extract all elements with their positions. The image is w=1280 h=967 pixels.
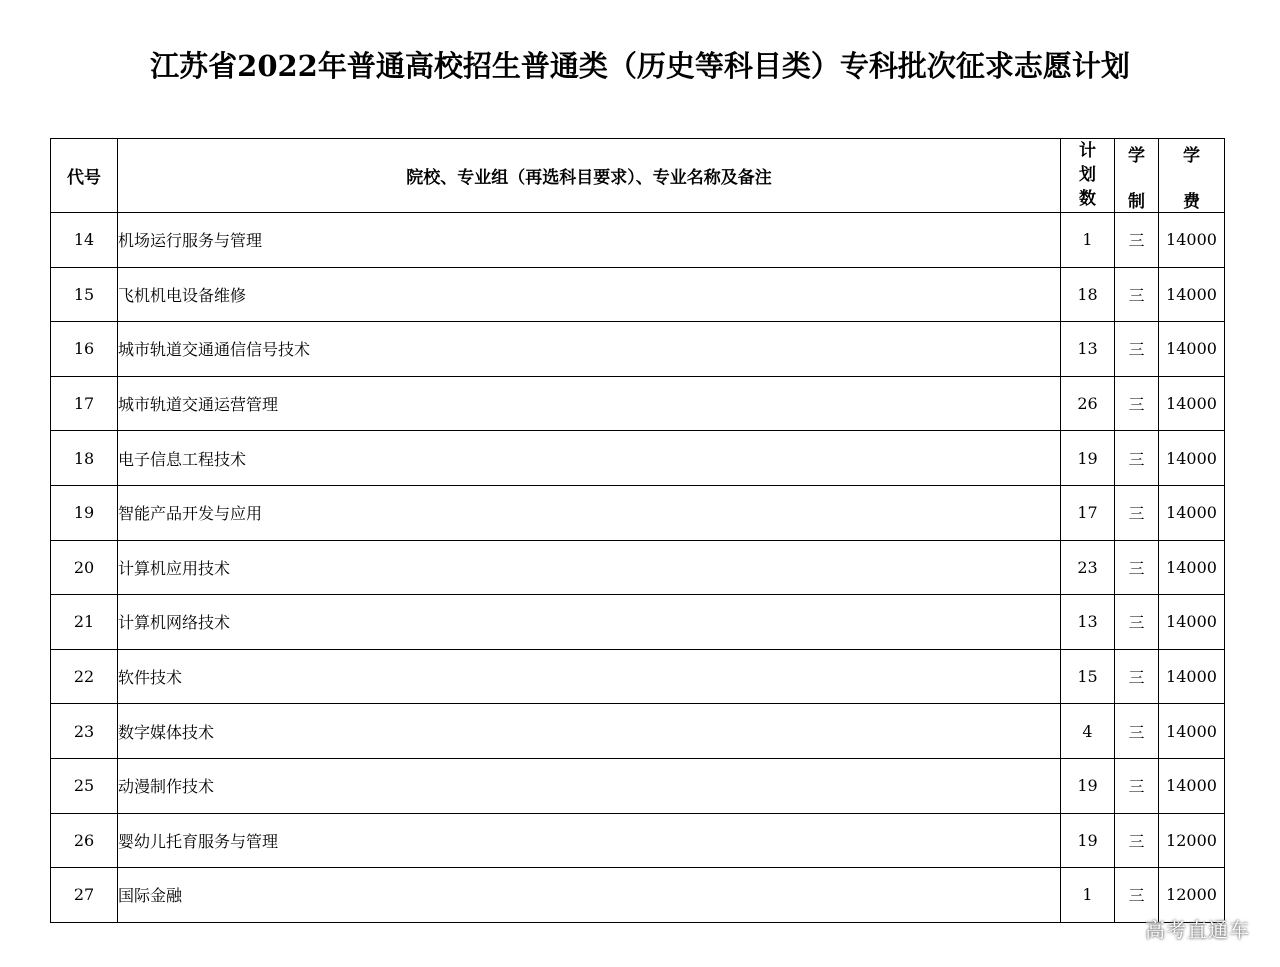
row-duration: 三 xyxy=(1115,595,1159,650)
row-code: 20 xyxy=(51,540,118,595)
row-plan-count: 15 xyxy=(1061,649,1115,704)
row-plan-count: 13 xyxy=(1061,595,1115,650)
row-fee: 14000 xyxy=(1159,213,1225,268)
table-row xyxy=(51,322,1225,377)
row-code: 18 xyxy=(51,431,118,486)
table-row xyxy=(51,595,1225,650)
row-plan-count: 1 xyxy=(1061,868,1115,923)
header-duration-char: 制 xyxy=(1128,192,1145,212)
row-code: 23 xyxy=(51,704,118,759)
row-fee: 14000 xyxy=(1159,758,1225,813)
header-fee xyxy=(1159,139,1225,213)
row-duration: 三 xyxy=(1115,322,1159,377)
header-fee-char: 学 xyxy=(1183,146,1200,166)
row-duration: 三 xyxy=(1115,868,1159,923)
row-fee: 14000 xyxy=(1159,540,1225,595)
row-plan-count: 18 xyxy=(1061,267,1115,322)
row-code: 21 xyxy=(51,595,118,650)
row-duration: 三 xyxy=(1115,758,1159,813)
row-fee: 14000 xyxy=(1159,376,1225,431)
row-code: 25 xyxy=(51,758,118,813)
row-code: 27 xyxy=(51,868,118,923)
row-major-name: 电子信息工程技术 xyxy=(118,431,1061,486)
row-major-name: 数字媒体技术 xyxy=(118,704,1061,759)
row-major-name: 城市轨道交通通信信号技术 xyxy=(118,322,1061,377)
table-row xyxy=(51,758,1225,813)
row-duration: 三 xyxy=(1115,376,1159,431)
row-fee: 14000 xyxy=(1159,322,1225,377)
row-major-name: 城市轨道交通运营管理 xyxy=(118,376,1061,431)
row-plan-count: 13 xyxy=(1061,322,1115,377)
table-row xyxy=(51,704,1225,759)
plan-table xyxy=(50,138,1225,923)
row-duration: 三 xyxy=(1115,813,1159,868)
row-plan-count: 1 xyxy=(1061,213,1115,268)
row-fee: 14000 xyxy=(1159,431,1225,486)
table-row xyxy=(51,868,1225,923)
header-duration xyxy=(1115,139,1159,213)
header-fee-char: 费 xyxy=(1183,192,1200,212)
row-major-name: 软件技术 xyxy=(118,649,1061,704)
document-title: 江苏省2022年普通高校招生普通类（历史等科目类）专科批次征求志愿计划 xyxy=(150,49,1130,83)
row-plan-count: 19 xyxy=(1061,431,1115,486)
row-fee: 12000 xyxy=(1159,813,1225,868)
row-code: 16 xyxy=(51,322,118,377)
row-plan-count: 17 xyxy=(1061,485,1115,540)
row-plan-count: 4 xyxy=(1061,704,1115,759)
header-plan-char: 数 xyxy=(1079,189,1096,209)
table-row xyxy=(51,813,1225,868)
table-row xyxy=(51,649,1225,704)
row-major-name: 计算机应用技术 xyxy=(118,540,1061,595)
header-duration-char: 学 xyxy=(1128,146,1145,166)
row-plan-count: 23 xyxy=(1061,540,1115,595)
row-code: 22 xyxy=(51,649,118,704)
row-fee: 14000 xyxy=(1159,485,1225,540)
row-major-name: 婴幼儿托育服务与管理 xyxy=(118,813,1061,868)
row-fee: 14000 xyxy=(1159,595,1225,650)
row-major-name: 动漫制作技术 xyxy=(118,758,1061,813)
row-code: 19 xyxy=(51,485,118,540)
row-duration: 三 xyxy=(1115,649,1159,704)
header-description: 院校、专业组（再选科目要求）、专业名称及备注 xyxy=(118,139,1061,213)
table-row xyxy=(51,431,1225,486)
row-fee: 12000 xyxy=(1159,868,1225,923)
row-plan-count: 19 xyxy=(1061,758,1115,813)
row-duration: 三 xyxy=(1115,267,1159,322)
table-row xyxy=(51,267,1225,322)
row-major-name: 智能产品开发与应用 xyxy=(118,485,1061,540)
row-major-name: 计算机网络技术 xyxy=(118,595,1061,650)
row-duration: 三 xyxy=(1115,540,1159,595)
row-major-name: 国际金融 xyxy=(118,868,1061,923)
header-plan-count xyxy=(1061,139,1115,213)
row-fee: 14000 xyxy=(1159,267,1225,322)
row-code: 26 xyxy=(51,813,118,868)
row-code: 14 xyxy=(51,213,118,268)
table-row xyxy=(51,376,1225,431)
header-plan-char: 计 xyxy=(1079,141,1096,161)
table-row xyxy=(51,213,1225,268)
watermark: 高考直通车 xyxy=(1145,918,1250,942)
row-fee: 14000 xyxy=(1159,649,1225,704)
row-plan-count: 19 xyxy=(1061,813,1115,868)
table-row xyxy=(51,485,1225,540)
row-plan-count: 26 xyxy=(1061,376,1115,431)
row-code: 17 xyxy=(51,376,118,431)
row-code: 15 xyxy=(51,267,118,322)
table-row xyxy=(51,540,1225,595)
table-header-row xyxy=(51,139,1225,213)
header-code: 代号 xyxy=(51,139,118,213)
row-major-name: 机场运行服务与管理 xyxy=(118,213,1061,268)
header-plan-char: 划 xyxy=(1079,165,1096,185)
row-fee: 14000 xyxy=(1159,704,1225,759)
row-duration: 三 xyxy=(1115,431,1159,486)
row-major-name: 飞机机电设备维修 xyxy=(118,267,1061,322)
row-duration: 三 xyxy=(1115,704,1159,759)
row-duration: 三 xyxy=(1115,485,1159,540)
table-body xyxy=(51,213,1225,923)
row-duration: 三 xyxy=(1115,213,1159,268)
